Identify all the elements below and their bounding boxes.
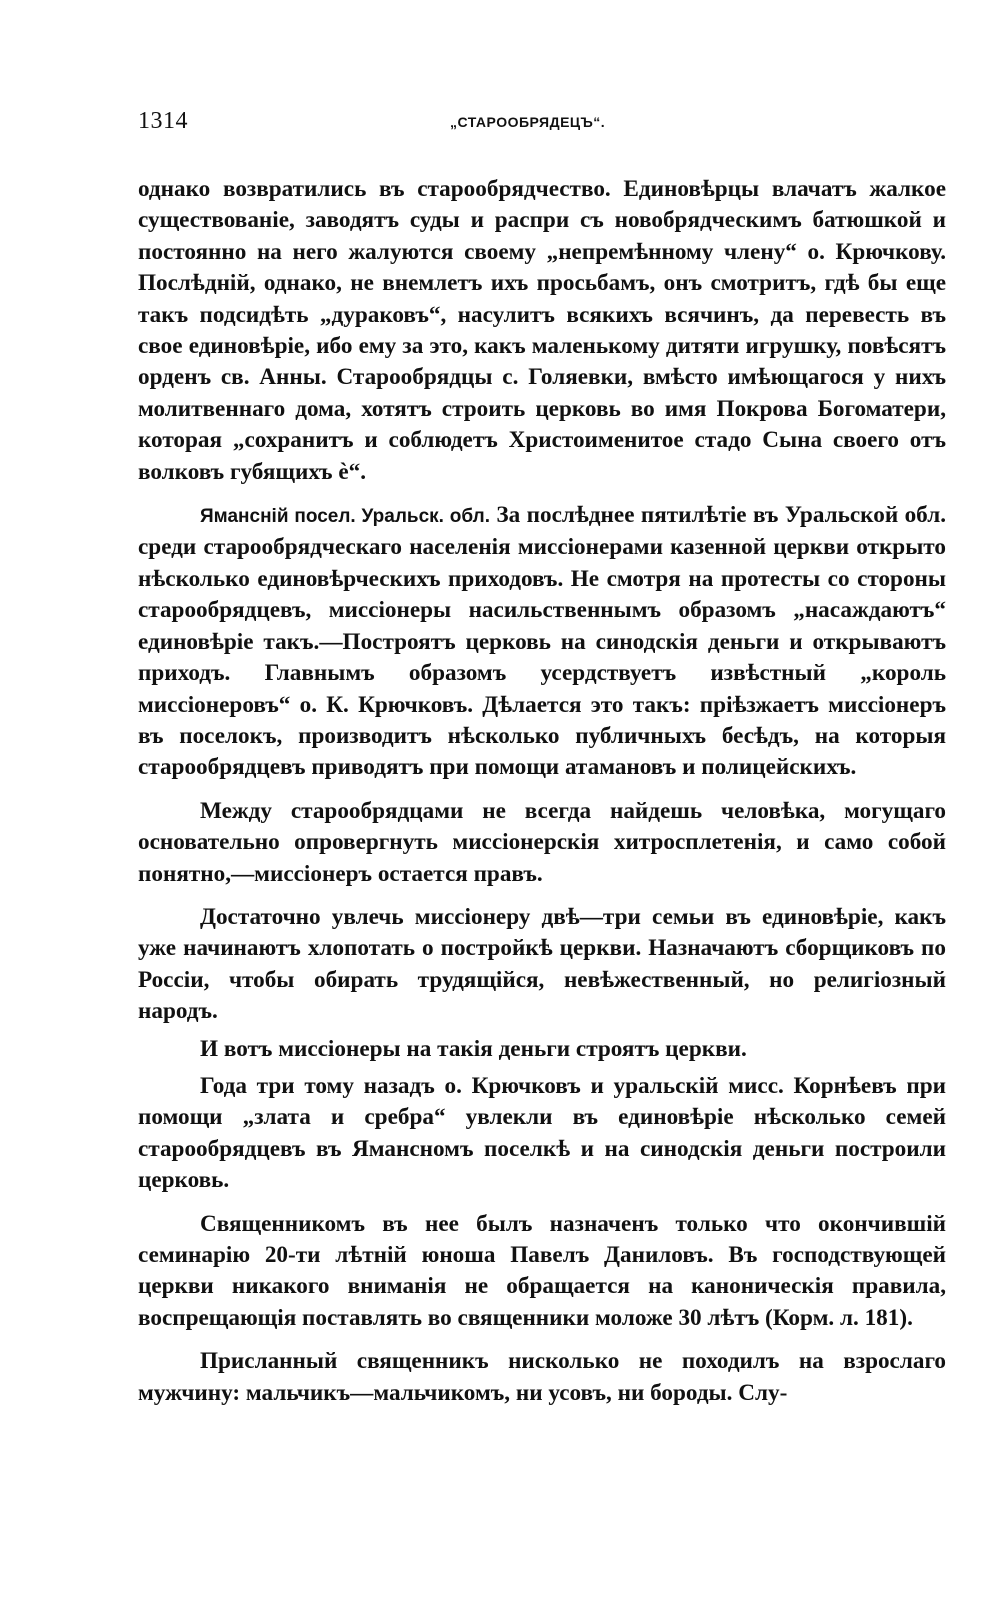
paragraph-text: За послѣднее пятилѣтіе въ Уральской обл. среди старообрядческаго населенія миссіонерами казенной церкви открыто нѣсколько единовѣрческихъ приходовъ. Не смотря на протесты со стороны старообрядцевъ, миссіонеры насильственнымъ образомъ „насаждаютъ“ единовѣріе такъ.—Построятъ церковь на синодскія деньги и открываютъ приходъ. Главнымъ образомъ усердствуетъ извѣстный „король миссіонеровъ“ о. К. Крючковъ. Дѣлается это такъ: пріѣзжаетъ миссіонеръ въ поселокъ, производитъ нѣсколько публичныхъ бесѣдъ, на которыя старообрядцевъ приводятъ при помощи атамановъ и полицейскихъ. — [138, 502, 946, 781]
paragraph — [138, 1209, 946, 1335]
document-page — [138, 100, 946, 1409]
paragraph — [138, 796, 946, 890]
paragraph-text: Года три тому назадъ о. Крючковъ и уральскій мисс. Корнѣевъ при помощи „злата и сребра“ увлекли въ единовѣріе нѣсколько семей старообрядцевъ въ Ямансномъ поселкѣ и на синодскія деньги построили церковь. — [138, 1072, 946, 1194]
paragraph-lead-in: Ямансній посел. Уральск. обл. — [200, 506, 491, 528]
paragraph-text: Достаточно увлечь миссіонеру двѣ—три семьи въ единовѣріе, какъ уже начинаютъ хлопотать о постройкѣ церкви. Назначаютъ сборщиковъ по Россіи, чтобы обирать трудящійся, невѣжественный, но религіозный народъ. — [138, 903, 946, 1025]
paragraph — [138, 500, 946, 784]
paragraph — [138, 1071, 946, 1197]
body-text — [138, 174, 946, 1409]
paragraph — [138, 174, 946, 488]
page-number: 1314 — [138, 108, 188, 134]
paragraph-text: Между старообрядцами не всегда найдешь человѣка, могущаго основательно опровергнуть миссіонерскія хитросплетенія, и само собой понятно,—миссіонеръ остается правъ. — [138, 797, 946, 887]
paragraph — [138, 1034, 946, 1065]
paragraph — [138, 902, 946, 1028]
paragraph-text: И вотъ миссіонеры на такія деньги строятъ церкви. — [200, 1035, 747, 1062]
running-title: „СТАРООБРЯДЕЦЪ“. — [450, 114, 606, 130]
paragraph-text: Священникомъ въ нее былъ назначенъ только что окончившій семинарію 20-ти лѣтній юноша Павелъ Даниловъ. Въ господствующей церкви никакого вниманія не обращается на каноническія правила, воспрещающія поставлять во священники моложе 30 лѣтъ (Корм. л. 181). — [138, 1210, 946, 1331]
paragraph — [138, 1346, 946, 1409]
paragraph-text: однако возвратились въ старообрядчество. Единовѣрцы влачатъ жалкое существованіе, заводятъ суды и распри съ новобрядческимъ батюшкой и постоянно на него жалуются своему „непремѣнному члену“ о. Крючкову. Послѣдній, однако, не внемлетъ ихъ просьбамъ, онъ смотритъ, гдѣ бы еще такъ подсидѣть „дураковъ“, насулитъ всякихъ всячинъ, да перевесть въ свое единовѣріе, ибо ему за это, какъ маленькому дитяти игрушку, повѣсятъ орденъ св. Анны. Старообрядцы с. Голяевки, вмѣсто имѣющагося у нихъ молитвеннаго дома, хотятъ строить церковь во имя Покрова Богоматери, которая „сохранитъ и соблюдетъ Христоименитое стадо Сына своего отъ волковъ губящихъ ѐ“. — [138, 176, 946, 485]
paragraph-text: Присланный священникъ нисколько не походилъ на взрослаго мужчину: мальчикъ—мальчикомъ, ни усовъ, ни бороды. Слу- — [138, 1348, 946, 1406]
page-header — [138, 100, 946, 134]
